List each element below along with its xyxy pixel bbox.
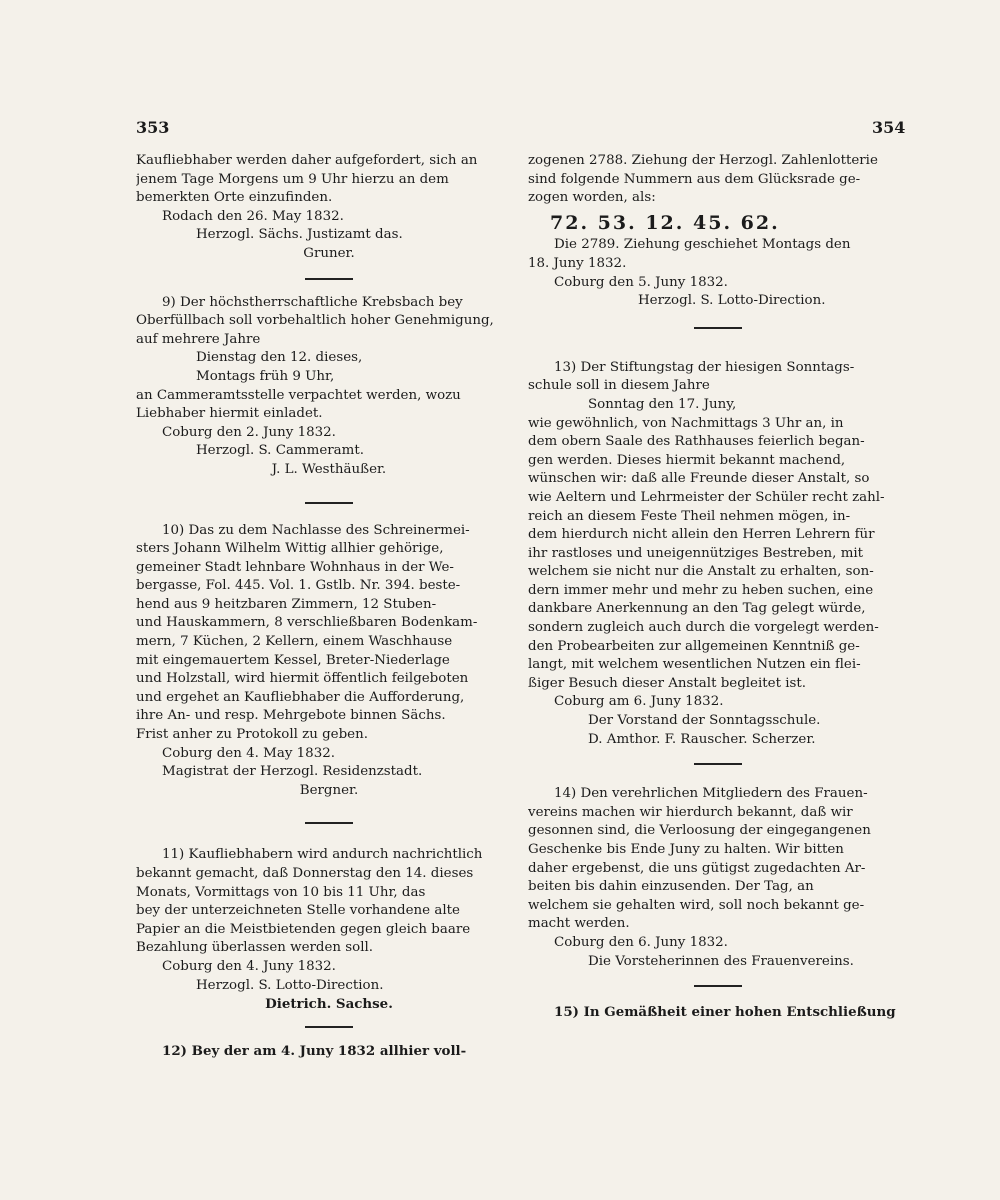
text-line: dern immer mehr und mehr zu heben suchen, eine [528, 582, 874, 598]
text-line: mern, 7 Küchen, 2 Kellern, einem Waschhause [136, 634, 453, 650]
text-line: Geschenke bis Ende Juny zu halten. Wir bitten [528, 842, 844, 857]
text-line: macht werden. [528, 916, 630, 932]
place-date: Coburg den 4. May 1832. [162, 745, 335, 761]
text-line: langt, mit welchem wesentlichen Nutzen ein flei- [528, 657, 861, 673]
date-line: Sonntag den 17. Juny, [588, 396, 737, 412]
page-number-right: 354 [872, 118, 906, 137]
text-line: beiten bis dahin einzusenden. Der Tag, an [528, 879, 814, 895]
text-line: welchem sie gehalten wird, soll noch bekannt ge- [528, 897, 865, 913]
place-date: Rodach den 26. May 1832. [162, 208, 344, 224]
text-line: bekannt gemacht, daß Donnerstag den 14. dieses [136, 866, 474, 881]
text-line: Liebhaber hiermit einladet. [136, 406, 323, 422]
separator-rule [305, 502, 353, 504]
left-column [136, 118, 522, 1060]
text-line: und Holzstall, wird hiermit öffentlich feilgeboten [136, 671, 469, 687]
text-line: zogen worden, als: [528, 190, 656, 206]
text-line: jenem Tage Morgens um 9 Uhr hierzu an dem [136, 171, 449, 187]
notice-9 [136, 294, 522, 480]
text-line: Papier an die Meistbietenden gegen gleich baare [136, 921, 471, 937]
signer: Bergner. [299, 782, 359, 798]
separator-rule [694, 985, 742, 987]
issuing-office: Herzogl. S. Cammeramt. [196, 443, 364, 459]
text-line: gesonnen sind, die Verloosung der eingegangenen [528, 823, 871, 839]
notice-12-start: 12) Bey der am 4. Juny 1832 allhier voll- [162, 1042, 467, 1059]
text-line: Die 2789. Ziehung geschiehet Montags den [554, 237, 851, 253]
issuing-office: Herzogl. S. Lotto-Direction. [196, 977, 384, 993]
issuing-office: Die Vorsteherinnen des Frauenvereins. [588, 953, 854, 969]
text-line: 13) Der Stiftungstag der hiesigen Sonntags- [554, 359, 855, 375]
separator-rule [694, 327, 742, 329]
text-line: dem hierdurch nicht allein den Herren Lehrern für [528, 527, 875, 543]
text-line: ihre An- und resp. Mehrgebote binnen Sächs. [136, 708, 446, 724]
lottery-numbers: 72. 53. 12. 45. 62. [550, 213, 780, 233]
text-line: gemeiner Stadt lehnbare Wohnhaus in der We- [136, 559, 454, 575]
text-line: bergasse, Fol. 445. Vol. 1. Gstlb. Nr. 394. beste- [136, 578, 461, 594]
text-line: daher ergebenst, die uns gütigst zugedachten Ar- [528, 860, 866, 876]
separator-rule [305, 278, 353, 280]
text-line: dankbare Anerkennung an den Tag gelegt würde, [528, 601, 866, 617]
issuing-office: Herzogl. Sächs. Justizamt das. [196, 227, 403, 243]
issuing-office: Der Vorstand der Sonntagsschule. [588, 713, 821, 729]
text-line: bey der unterzeichneten Stelle vorhandene alte [136, 903, 460, 919]
text-line: sind folgende Nummern aus dem Glücksrade ge- [528, 171, 861, 187]
time-line: Montags früh 9 Uhr, [196, 368, 335, 384]
text-line: und Hauskammern, 8 verschließbaren Bodenkam- [136, 615, 478, 631]
separator-rule [694, 763, 742, 765]
right-column [528, 118, 908, 1022]
text-line: wie gewöhnlich, von Nachmittags 3 Uhr an, in [528, 415, 844, 431]
text-line: 9) Der höchstherrschaftliche Krebsbach bey [162, 294, 463, 310]
signer: Gruner. [303, 245, 355, 261]
text-line: sondern zugleich auch durch die vorgelegt werden- [528, 620, 879, 636]
text-line: sters Johann Wilhelm Wittig allhier gehörige, [136, 541, 444, 557]
signer: Dietrich. Sachse. [265, 996, 393, 1013]
notice-13 [528, 359, 908, 749]
separator-rule [305, 822, 353, 824]
place-date: Coburg den 5. Juny 1832. [554, 274, 728, 290]
text-line: dem obern Saale des Rathhauses feierlich began- [528, 434, 865, 450]
text-line: bemerkten Orte einzufinden. [136, 190, 333, 206]
text-line: den Probearbeiten zur allgemeinen Kenntniß ge- [528, 638, 860, 654]
text-line: hend aus 9 heitzbaren Zimmern, 12 Stuben- [136, 596, 437, 612]
text-line: Kaufliebhaber werden daher aufgefordert, sich an [136, 153, 478, 168]
text-line: Bezahlung überlassen werden soll. [136, 940, 374, 956]
notice-11 [136, 846, 522, 1013]
signer: J. L. Westhäußer. [271, 461, 387, 477]
notice-10 [136, 522, 522, 801]
signer: D. Amthor. F. Rauscher. Scherzer. [588, 731, 816, 747]
text-line: 18. Juny 1832. [528, 255, 627, 271]
separator-rule [305, 1026, 353, 1028]
text-line: schule soll in diesem Jahre [528, 378, 710, 394]
text-line: Monats, Vormittags von 10 bis 11 Uhr, das [136, 884, 426, 900]
text-line: wie Aeltern und Lehrmeister der Schüler recht zahl- [528, 489, 885, 505]
text-line: ihr rastloses und uneigennütziges Bestreben, mit [528, 545, 864, 561]
text-line: an Cammeramtsstelle verpachtet werden, wozu [136, 387, 461, 403]
text-line: reich an diesem Feste Theil nehmen mögen, in- [528, 508, 851, 524]
text-line: ßiger Besuch dieser Anstalt begleitet ist. [528, 675, 806, 691]
place-date: Coburg den 2. Juny 1832. [162, 424, 336, 440]
lottery-notice [528, 152, 908, 311]
text-line: welchem sie nicht nur die Anstalt zu erhalten, son- [528, 564, 874, 580]
text-line: 11) Kaufliebhabern wird andurch nachrichtlich [162, 847, 483, 863]
text-line: mit eingemauertem Kessel, Breter-Niederlage [136, 652, 450, 668]
place-date: Coburg den 4. Juny 1832. [162, 958, 336, 974]
issuing-office: Herzogl. S. Lotto-Direction. [638, 293, 826, 309]
date-line: Dienstag den 12. dieses, [196, 350, 363, 366]
page-number-left: 353 [136, 118, 170, 137]
text-line: Oberfüllbach soll vorbehaltlich hoher Genehmigung, [136, 313, 494, 329]
text-line: auf mehrere Jahre [136, 331, 261, 347]
notice-top-body [136, 152, 522, 264]
text-line: 10) Das zu dem Nachlasse des Schreinermei- [162, 522, 470, 538]
text-line: wünschen wir: daß alle Freunde dieser Anstalt, so [528, 471, 870, 487]
text-line: zogenen 2788. Ziehung der Herzogl. Zahlenlotterie [528, 153, 878, 168]
notice-14 [528, 785, 908, 971]
place-date: Coburg am 6. Juny 1832. [554, 694, 724, 710]
place-date: Coburg den 6. Juny 1832. [554, 934, 728, 950]
notice-15-start: 15) In Gemäßheit einer hohen Entschließung [554, 1004, 896, 1021]
text-line: gen werden. Dieses hiermit bekannt machend, [528, 452, 846, 468]
issuing-office: Magistrat der Herzogl. Residenzstadt. [162, 764, 423, 780]
text-line: Frist anher zu Protokoll zu geben. [136, 727, 368, 743]
text-line: vereins machen wir hierdurch bekannt, daß wir [528, 804, 853, 820]
text-line: 14) Den verehrlichen Mitgliedern des Frauen- [554, 786, 868, 802]
text-line: und ergehet an Kaufliebhaber die Aufforderung, [136, 689, 465, 705]
